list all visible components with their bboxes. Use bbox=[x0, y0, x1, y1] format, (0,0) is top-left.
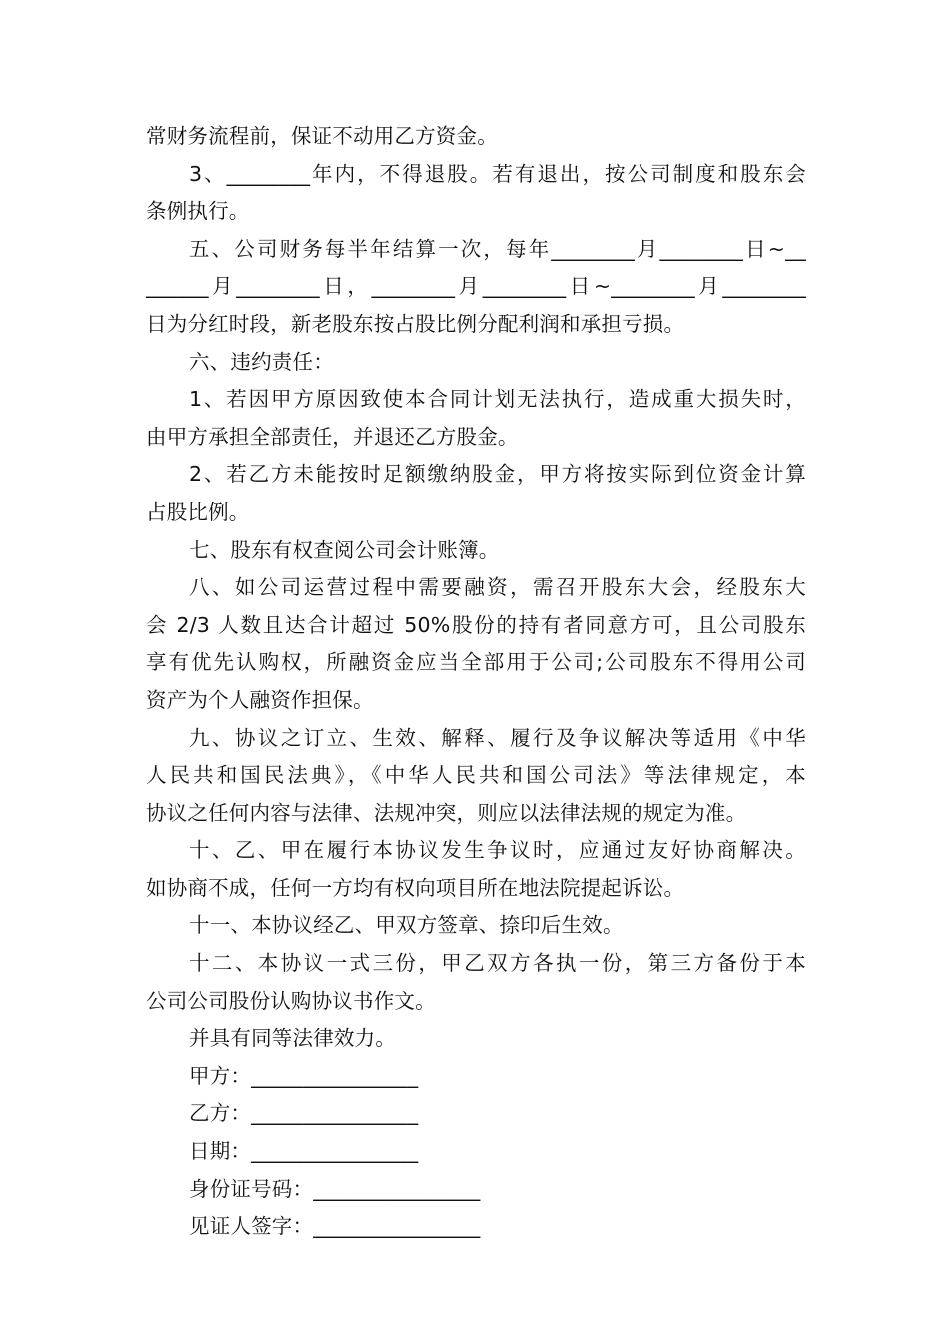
text-line: 人民共和国民法典》，《中华人民共和国公司法》等法律规定，本 bbox=[146, 763, 806, 788]
text-line: 常财务流程前，保证不动用乙方资金。 bbox=[146, 124, 498, 148]
text-line: 3、________年内，不得退股。若有退出，按公司制度和股东会 bbox=[189, 161, 806, 186]
text-line: ______月________日，________月________日~________月________ bbox=[146, 274, 806, 299]
text-line: 公司公司股份认购协议书作文。 bbox=[146, 988, 436, 1013]
text-line: 享有优先认购权，所融资金应当全部用于公司;公司股东不得用公司 bbox=[146, 650, 806, 675]
text-line: 占股比例。 bbox=[146, 499, 250, 524]
document-page bbox=[146, 118, 806, 1246]
signature-date: 日期：________________ bbox=[189, 1139, 419, 1164]
text-line: 十、乙、甲在履行本协议发生争议时，应通过友好协商解决。 bbox=[189, 838, 806, 863]
text-line: 由甲方承担全部责任，并退还乙方股金。 bbox=[146, 424, 519, 449]
text-line: 七、股东有权查阅公司会计账簿。 bbox=[189, 537, 500, 562]
text-line: 十二、本协议一式三份，甲乙双方各执一份，第三方备份于本 bbox=[189, 951, 806, 976]
text-line: 八、如公司运营过程中需要融资，需召开股东大会，经股东大 bbox=[189, 575, 806, 600]
text-line: 条例执行。 bbox=[146, 199, 250, 224]
text-line: 并具有同等法律效力。 bbox=[189, 1026, 396, 1051]
signature-party-a: 甲方：________________ bbox=[189, 1063, 419, 1088]
signature-id-number: 身份证号码：________________ bbox=[189, 1176, 481, 1201]
signature-witness: 见证人签字：________________ bbox=[189, 1214, 481, 1239]
text-line: 1、若因甲方原因致使本合同计划无法执行，造成重大损失时， bbox=[189, 387, 806, 412]
section-heading: 六、违约责任： bbox=[189, 349, 334, 374]
text-line: 十一、本协议经乙、甲双方签章、捺印后生效。 bbox=[189, 913, 624, 938]
text-line: 如协商不成，任何一方均有权向项目所在地法院提起诉讼。 bbox=[146, 875, 685, 900]
text-line: 五、公司财务每半年结算一次，每年________月________日~__ bbox=[189, 236, 806, 261]
text-line: 2、若乙方未能按时足额缴纳股金，甲方将按实际到位资金计算 bbox=[189, 462, 806, 487]
text-line: 资产为个人融资作担保。 bbox=[146, 687, 374, 712]
text-line: 协议之任何内容与法律、法规冲突，则应以法律法规的规定为准。 bbox=[146, 800, 747, 825]
text-line: 日为分红时段，新老股东按占股比例分配利润和承担亏损。 bbox=[146, 311, 685, 336]
signature-party-b: 乙方：________________ bbox=[189, 1101, 419, 1126]
text-line: 会 2/3 人数且达合计超过 50%股份的持有者同意方可，且公司股东 bbox=[146, 612, 806, 637]
text-line: 九、协议之订立、生效、解释、履行及争议解决等适用《中华 bbox=[189, 725, 806, 750]
